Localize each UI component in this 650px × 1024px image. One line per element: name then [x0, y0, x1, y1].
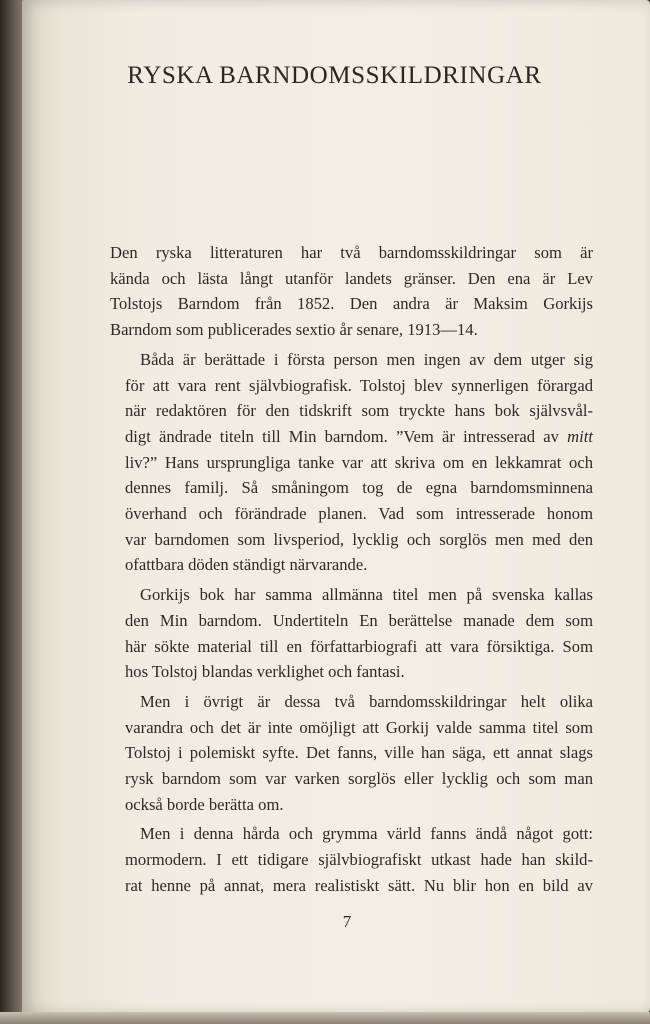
text-line: här sökte material till en författarbiografi att vara försiktiga. Som [125, 636, 593, 656]
text-line: var barndomen som livsperiod, lycklig och sorglös men med den [125, 529, 593, 549]
text-line: den Min barndom. Undertiteln En berättelse manade dem som [125, 610, 593, 630]
text-line: Båda är berättade i första person men ingen av dem utger sig [140, 349, 593, 369]
text-line: ofattbara döden ständigt närvarande. [125, 555, 368, 575]
text-line: Tolstojs Barndom från 1852. Den andra är Maksim Gorkijs [110, 294, 593, 314]
text-line: när redaktören för den tidskrift som tryckte hans bok självsvål- [125, 401, 593, 421]
text-line: kända och lästa långt utanför landets gränser. Den ena är Lev [110, 268, 593, 288]
paragraph-2 [110, 347, 593, 578]
text-line: Men i övrigt är dessa två barndomsskildringar helt olika [140, 691, 593, 711]
body-text [110, 240, 593, 899]
text-line: Barndom som publicerades sextio år senare, 1913—14. [110, 320, 478, 340]
text-segment: digt ändrade titeln till Min barndom. ”Vem är intresserad av [125, 426, 568, 446]
text-line: varandra och det är inte omöjligt att Gorkij valde samma titel som [125, 717, 593, 737]
text-line: för att vara rent självbiografisk. Tolstoj blev synnerligen förargad [125, 375, 593, 395]
paragraph-4 [110, 689, 593, 818]
text-line: mormodern. I ett tidigare självbiografiskt utkast hade han skild- [125, 850, 593, 870]
text-line: Den ryska litteraturen har två barndomsskildringar som är [110, 243, 593, 262]
text-line: liv?” Hans ursprungliga tanke var att skriva om en lekkamrat och [125, 452, 593, 472]
paragraph-5 [110, 821, 593, 898]
text-line: rysk barndom som var varken sorglös eller lycklig och som man [125, 769, 593, 789]
book-page [22, 0, 650, 1014]
chapter-title: RYSKA BARNDOMSSKILDRINGAR [127, 62, 542, 89]
italic-word: mitt [567, 426, 593, 446]
text-line: Men i denna hårda och grymma värld fanns ändå något gott: [140, 824, 593, 844]
text-line: Gorkijs bok har samma allmänna titel men på svenska kallas [140, 585, 593, 605]
text-line: också borde berätta om. [125, 794, 284, 814]
page-bottom-edge [0, 1012, 650, 1024]
text-line: överhand och förändrade planen. Vad som intresserade honom [125, 504, 593, 524]
text-line-with-italic [110, 424, 593, 450]
paragraph-1 [110, 240, 593, 343]
text-line: Tolstoj i polemiskt syfte. Det fanns, ville han säga, ett annat slags [125, 743, 593, 763]
text-line: hos Tolstoj blandas verklighet och fantasi. [125, 662, 405, 682]
text-line: dennes familj. Så småningom tog de egna barndomsminnena [125, 478, 593, 498]
text-line: rat henne på annat, mera realistiskt sätt. Nu blir hon en bild av [125, 875, 593, 895]
paragraph-3 [110, 582, 593, 685]
page-number: 7 [342, 912, 352, 931]
